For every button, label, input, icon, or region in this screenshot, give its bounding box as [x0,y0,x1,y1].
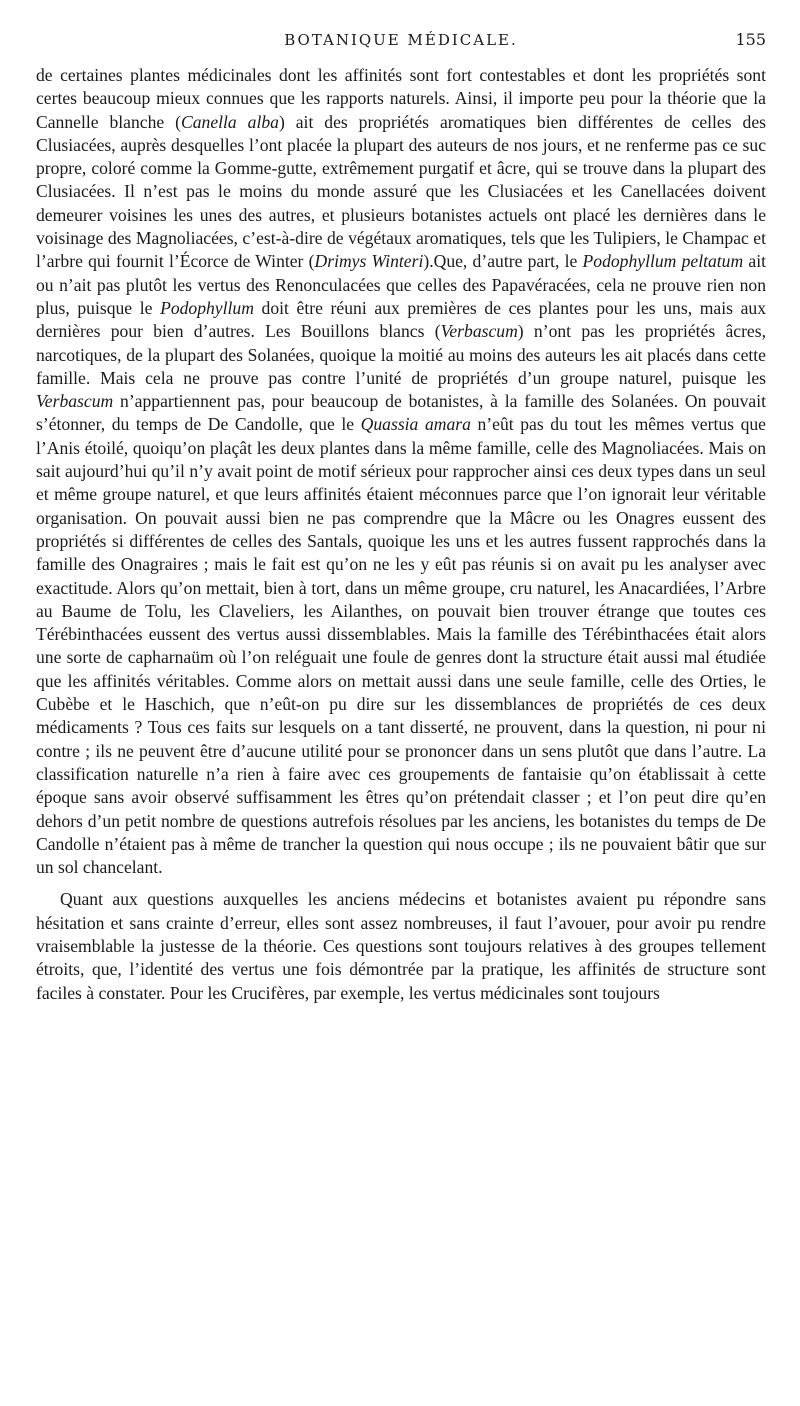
italic-term: Drimys Winteri [314,251,424,272]
paragraph [36,888,766,1004]
italic-term: Canella alba [181,111,279,132]
text-run: ait ou n’ait pas plutôt les vertus des Renonculacées que celles des Papavéracées, cela ne prouve rien non plus, puisque le [36,251,766,318]
text-run: de certaines plantes médicinales dont les affinités sont fort contestables et dont les propriétés sont certes beaucoup mieux connues que les rapports naturels. Ainsi, il importe peu pour la théorie que la Cannelle blanche ( [36,65,766,132]
text-run: doit être réuni aux premières de ces plantes pour les uns, mais aux dernières pour bien d’autres. Les Bouillons blancs ( [36,297,767,342]
italic-term: Verbascum [36,391,114,412]
page-number: 155 [735,30,766,49]
text-run: n’appartiennent pas, pour beaucoup de botanistes, à la famille des Solanées. On pouvait s’étonner, du temps de De Candolle, que le [36,391,766,435]
paragraph [36,64,766,879]
text-run: ).Que, d’autre part, le [423,251,583,272]
text-run: Quant aux questions auxquelles les anciens médecins et botanistes avaient pu répondre sans hésitation et sans crainte d’erreur, elles sont assez nombreuses, il faut l’avouer, pour avoir pu rendre vraisemblable la justesse de la théorie. Ces questions sont toujours relatives à des groupes tellement étroits, que, l’identité des vertus une fois démontrée par la pratique, les affinités de structure sont faciles à constater. Pour les Crucifères, par exemple, les vertus médicinales sont toujours [36,889,766,1003]
text-run: ) ait des propriétés aromatiques bien différentes de celles des Clusiacées, auprès desquelles l’ont placée la plupart des auteurs de nos jours, et ne renferme pas ce suc propre, coloré comme la Gomme-gutte, extrêmement purgatif et âcre, qui se trouve dans la plupart des Clusiacées. Il n’est pas le moins du monde assuré que les Clusiacées et les Canellacées doivent demeurer voisines les unes des autres, et plusieurs botanistes actuels ont placé les dernières dans le voisinage des Magnoliacées, c’est-à-dire de végétaux aromatiques, tels que les Tulipiers, le Champac et l’arbre qui fournit l’Écorce de Winter ( [36,111,766,272]
italic-term: Verbascum [440,321,518,342]
running-head [36,28,766,52]
body-text [36,64,766,1005]
text-run: n’eût pas du tout les mêmes vertus que l’Anis étoilé, quoiqu’on plaçât les deux plantes dans la même famille, celle des Magnoliacées. Mais on sait aujourd’hui qu’il n’y avait point de motif sérieux pour rapprocher ainsi ces deux types dans un seul et même groupe naturel, et que leurs affinités étaient méconnues parce que l’on ignorait leur véritable organisation. On pouvait aussi bien ne pas comprendre que la Mâcre ou les Onagres eussent des propriétés si différentes de celles des Santals, quoique les uns et les autres fussent rapprochés dans la famille des Onagraires ; mais le fait est qu’on ne les y eût pas réunis si on avait pu les analyser avec exactitude. Alors qu’on mettait, bien à tort, dans un même groupe, cru naturel, les Anacardiées, l’Arbre au Baume de Tolu, les Claveliers, les Ailanthes, on pouvait bien trouver étrange que toutes ces Térébinthacées eussent des vertus aussi dissemblables. Mais la famille des Térébinthacées était alors une sorte de capharnaüm où l’on reléguait une foule de genres dont la structure était aussi mal étudiée que les affinités véritables. Comme alors on mettait aussi dans une seule famille, celle des Orties, le Cubèbe et le Haschich, que n’eût-on pu dire sur les dissemblances de propriétés de ces deux médicaments ? Tous ces faits sur lesquels on a tant disserté, ne prouvent, dans la question, ni pour ni contre ; ils ne peuvent être d’aucune utilité pour se prononcer dans un sens plutôt que dans l’autre. La classification naturelle n’a rien à faire avec ces groupements de fantaisie qu’on établissait à cette époque sans avoir observé suffisamment les êtres qu’on prétendait classer ; et l’on peut dire qu’en dehors d’un petit nombre de questions autrefois résolues par les anciens, les botanistes du temps de De Candolle n’étaient pas à même de trancher la question qui nous occupe ; ils ne pouvaient bâtir que sur un sol chancelant. [36,414,766,878]
italic-term: Quassia amara [360,414,471,435]
italic-term: Podophyllum peltatum [582,251,744,272]
page [36,28,766,1005]
running-title: BOTANIQUE MÉDICALE. [284,31,518,49]
italic-term: Podophyllum [160,297,254,318]
text-run: ) n’ont pas les propriétés âcres, narcotiques, de la plupart des Solanées, quoique la moitié au moins des auteurs les ait placés dans cette famille. Mais cela ne prouve pas contre l’unité de propriétés d’un groupe naturel, puisque les [36,321,766,388]
